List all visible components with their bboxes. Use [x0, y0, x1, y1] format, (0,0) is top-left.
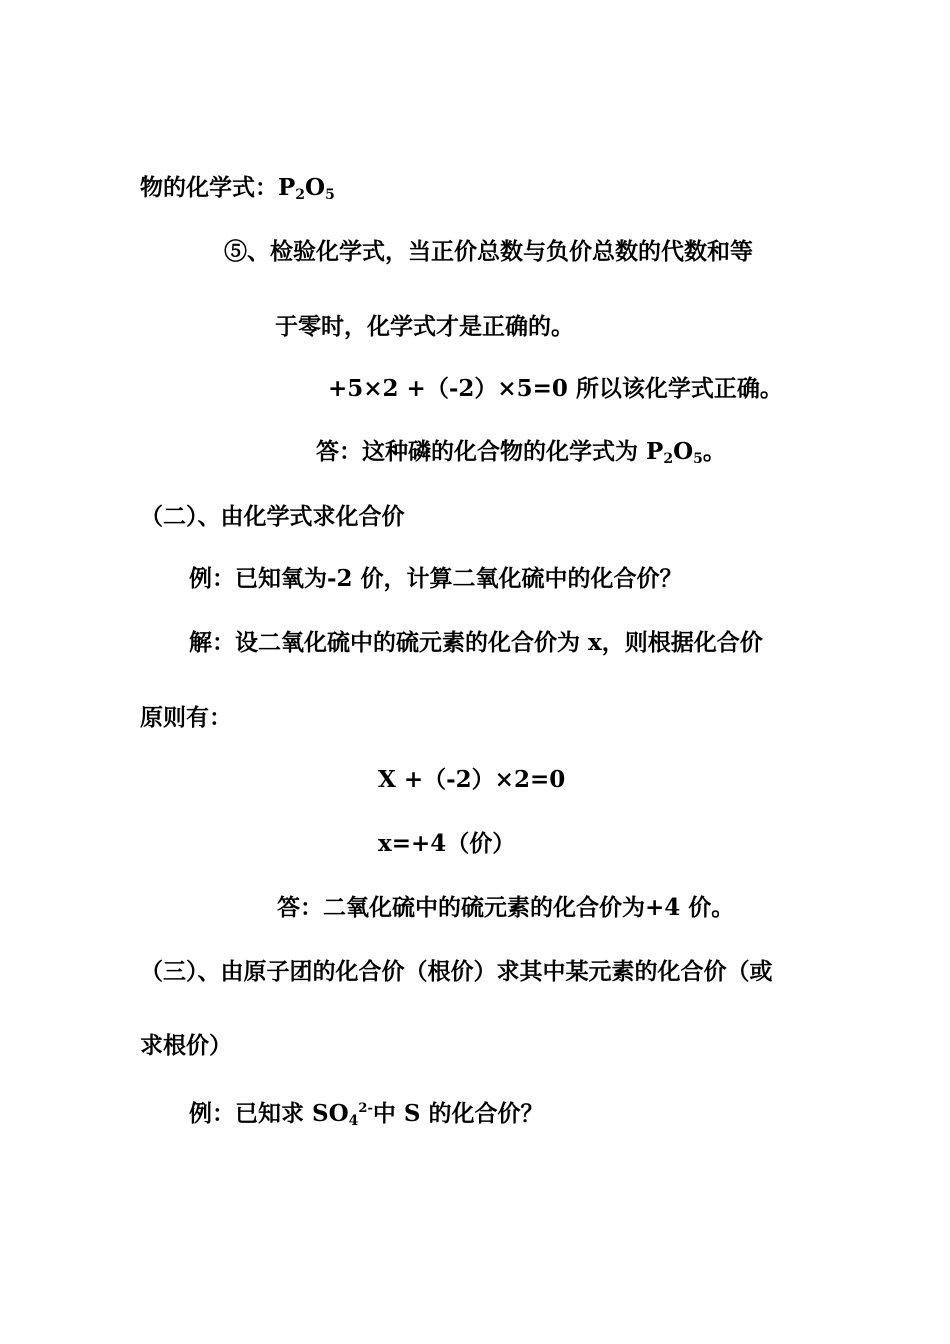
section-heading: （三）、由原子团的化合价（根价）求其中某元素的化合价（或 — [140, 958, 773, 985]
equation-line: +5×2 +（-2）×5=0 所以该化学式正确。 — [328, 375, 783, 402]
text-line: 于零时，化学式才是正确的。 — [275, 313, 574, 340]
answer-line: 答：二氧化硫中的硫元素的化合价为+4 价。 — [277, 894, 735, 921]
answer-line: 答：这种磷的化合物的化学式为 $P_2O_5$。 — [316, 438, 726, 467]
section-heading-continued: 求根价） — [140, 1032, 232, 1059]
equation-line: x=+4（价） — [378, 830, 516, 857]
example-line: 例：已知求 $SO_4^{2-}$中 S 的化合价？ — [189, 1100, 544, 1129]
solution-line: 解：设二氧化硫中的硫元素的化合价为 x，则根据化合价 — [189, 629, 763, 656]
text-line: ⑤、检验化学式，当正价总数与负价总数的代数和等 — [224, 238, 753, 265]
text-line: 物的化学式：$P_2O_5$ — [140, 174, 335, 203]
section-heading: （二）、由化学式求化合价 — [140, 503, 405, 530]
text-line: 原则有： — [140, 704, 232, 731]
equation-line: X +（-2）×2=0 — [378, 766, 566, 793]
example-line: 例：已知氧为-2 价，计算二氧化硫中的化合价？ — [189, 565, 683, 592]
